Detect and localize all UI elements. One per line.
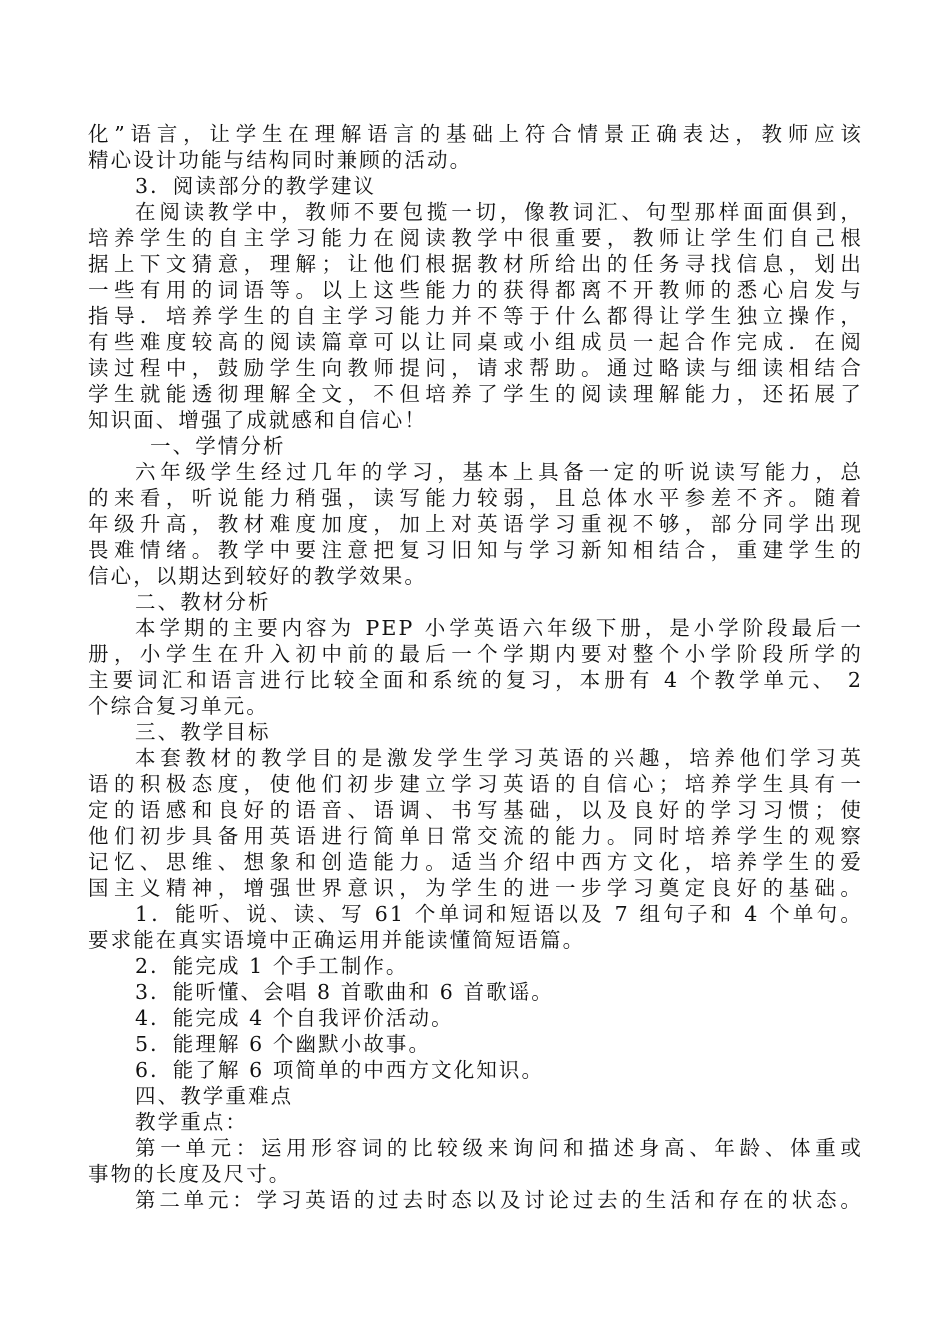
paragraph-line: 六年级学生经过几年的学习，基本上具备一定的听说读写能力，总: [135, 460, 863, 484]
list-item: 5．能理解 6 个幽默小故事。: [135, 1032, 432, 1056]
paragraph-line: 读过程中，鼓励学生向教师提问，请求帮助。通过略读与细读相结合: [88, 356, 863, 380]
paragraph-line: 定的语感和良好的语音、语调、书写基础，以及良好的学习习惯；使: [88, 798, 863, 822]
section-heading: 二、教材分析: [135, 590, 271, 614]
paragraph-line: 在阅读教学中，教师不要包揽一切，像教词汇、句型那样面面俱到，: [135, 200, 863, 224]
paragraph-line: 国主义精神，增强世界意识，为学生的进一步学习奠定良好的基础。: [88, 876, 863, 900]
paragraph-line: 指导．培养学生的自主学习能力并不等于什么都得让学生独立操作，: [88, 304, 863, 328]
section-heading: 一、学情分析: [150, 434, 286, 458]
subheading: 教学重点：: [135, 1110, 248, 1134]
paragraph-line: 培养学生的自主学习能力在阅读教学中很重要，教师让学生们自己根: [88, 226, 863, 250]
paragraph-line: 有些难度较高的阅读篇章可以让同桌或小组成员一起合作完成．在阅: [88, 330, 863, 354]
document-page: [88, 121, 863, 1213]
paragraph-line: 事物的长度及尺寸。: [88, 1162, 292, 1186]
paragraph-line: 学生就能透彻理解全文，不但培养了学生的阅读理解能力，还拓展了: [88, 382, 863, 406]
section-heading: 3．阅读部分的教学建议: [135, 174, 377, 198]
paragraph-line: 个综合复习单元。: [88, 694, 269, 718]
paragraph-line: 记忆、思维、想象和创造能力。适当介绍中西方文化，培养学生的爱: [88, 850, 863, 874]
paragraph-line: 畏难情绪。教学中要注意把复习旧知与学习新知相结合，重建学生的: [88, 538, 863, 562]
paragraph-line: 的来看，听说能力稍强，读写能力较弱，且总体水平参差不齐。随着: [88, 486, 863, 510]
section-heading: 三、教学目标: [135, 720, 271, 744]
paragraph-line: 要求能在真实语境中正确运用并能读懂简短语篇。: [88, 928, 586, 952]
paragraph-line: 主要词汇和语言进行比较全面和系统的复习，本册有 4 个教学单元、 2: [88, 668, 863, 692]
paragraph-line: 第一单元：运用形容词的比较级来询问和描述身高、年龄、体重或: [135, 1136, 863, 1160]
list-item: 6．能了解 6 项简单的中西方文化知识。: [135, 1058, 545, 1082]
paragraph-line: 信心，以期达到较好的教学效果。: [88, 564, 427, 588]
list-item: 4．能完成 4 个自我评价活动。: [135, 1006, 454, 1030]
paragraph-line: 本学期的主要内容为 PEP 小学英语六年级下册，是小学阶段最后一: [135, 616, 863, 640]
paragraph-line: 知识面、增强了成就感和自信心！: [88, 408, 427, 432]
paragraph-line: 语的积极态度，使他们初步建立学习英语的自信心；培养学生具有一: [88, 772, 863, 796]
section-heading: 四、教学重难点: [135, 1084, 294, 1108]
paragraph-line: 第二单元：学习英语的过去时态以及讨论过去的生活和存在的状态。: [135, 1188, 863, 1212]
paragraph-line: 年级升高，教材难度加度，加上对英语学习重视不够，部分同学出现: [88, 512, 863, 536]
list-item: 3．能听懂、会唱 8 首歌曲和 6 首歌谣。: [135, 980, 554, 1004]
paragraph-line: 精心设计功能与结构同时兼顾的活动。: [88, 148, 473, 172]
paragraph-line: 据上下文猜意，理解；让他们根据教材所给出的任务寻找信息，划出: [88, 252, 863, 276]
paragraph-line: 一些有用的词语等。以上这些能力的获得都离不开教师的悉心启发与: [88, 278, 863, 302]
paragraph-line: 册，小学生在升入初中前的最后一个学期内要对整个小学阶段所学的: [88, 642, 863, 666]
paragraph-line: 本套教材的教学目的是激发学生学习英语的兴趣，培养他们学习英: [135, 746, 863, 770]
paragraph-line: 他们初步具备用英语进行简单日常交流的能力。同时培养学生的观察: [88, 824, 863, 848]
list-item: 2．能完成 1 个手工制作。: [135, 954, 409, 978]
list-item: 1．能听、说、读、写 61 个单词和短语以及 7 组句子和 4 个单句。: [135, 902, 863, 926]
paragraph-line: 化”语言，让学生在理解语言的基础上符合情景正确表达，教师应该: [88, 122, 863, 146]
